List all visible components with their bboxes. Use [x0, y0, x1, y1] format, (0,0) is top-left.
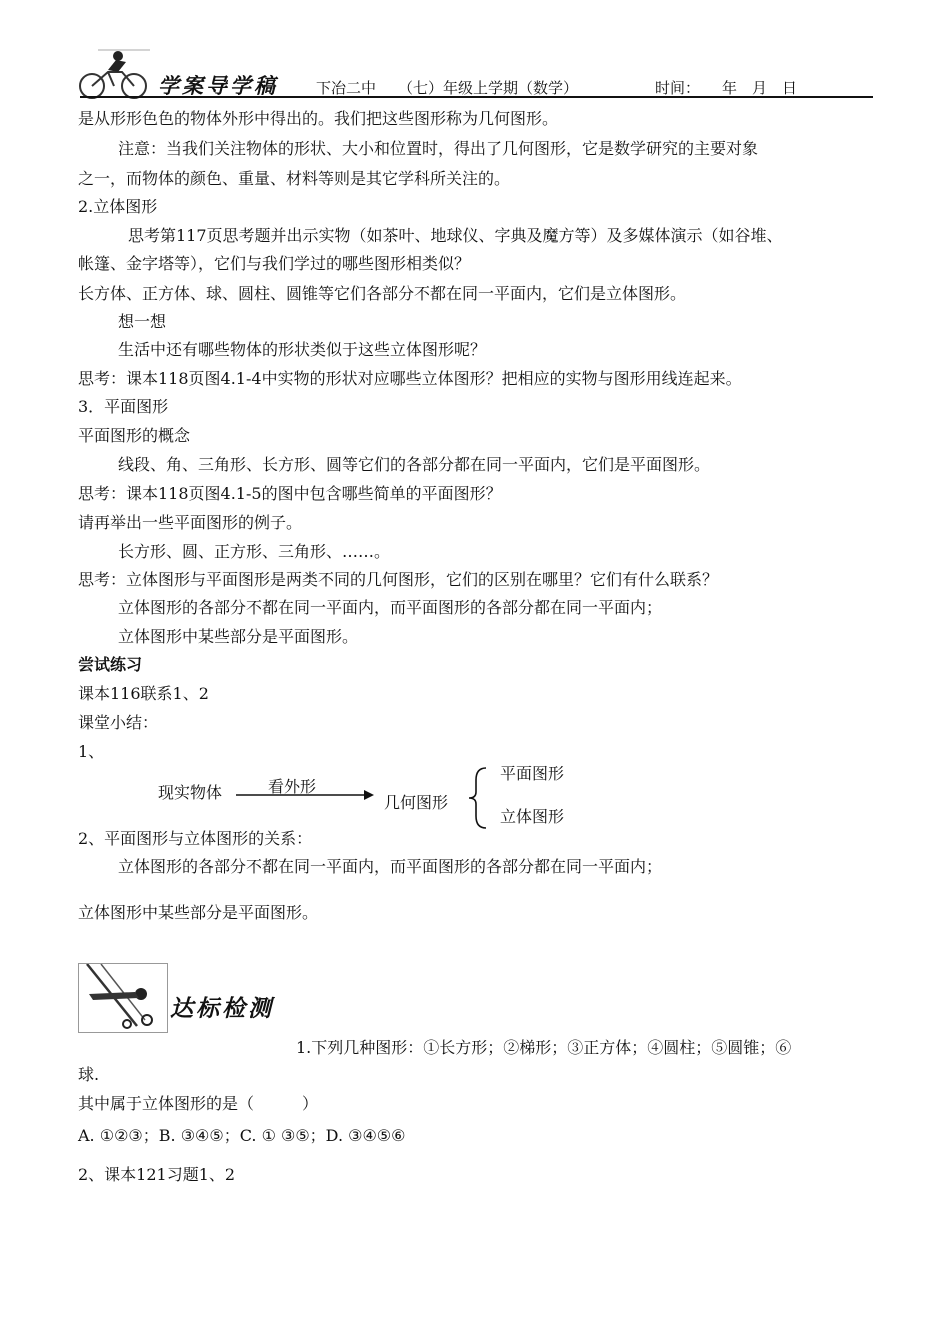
text-line: 立体图形的各部分不都在同一平面内，而平面图形的各部分都在同一平面内；	[118, 598, 663, 617]
cyclist-logo	[78, 48, 152, 100]
text-line: 帐篷、金字塔等），它们与我们学过的哪些图形相类似？	[78, 254, 471, 273]
text-line: 注意：当我们关注物体的形状、大小和位置时，得出了几何图形，它是数学研究的主要对象	[118, 139, 759, 158]
text-line: 线段、角、三角形、长方形、圆等它们的各部分都在同一平面内，它们是平面图形。	[118, 455, 711, 474]
text-line: 思考：课本118页图4.1-5的图中包含哪些简单的平面图形？	[78, 484, 502, 503]
text-line: 立体图形的各部分不都在同一平面内，而平面图形的各部分都在同一平面内；	[118, 857, 663, 876]
text-line: 生活中还有哪些物体的形状类似于这些立体图形呢？	[118, 340, 487, 359]
text-line: 课堂小结：	[78, 713, 159, 732]
text-line: 立体图形中某些部分是平面图形。	[78, 903, 319, 922]
section-heading: 3．平面图形	[78, 397, 169, 416]
diagram-brace	[466, 766, 490, 830]
text-line: 之一，而物体的颜色、重量、材料等则是其它学科所关注的。	[78, 169, 511, 188]
cyclist-icon	[78, 48, 152, 100]
question-2: 2、课本121习题1、2	[78, 1165, 236, 1184]
header-month: 月	[752, 79, 768, 97]
header-time-label: 时间：	[655, 79, 701, 97]
diagram-arrow-label: 看外形	[268, 777, 317, 796]
diagram-arrow	[236, 788, 376, 802]
text-line: 想一想	[118, 312, 167, 331]
question-1-stem: 1.下列几种图形：①长方形；②梯形；③正方体；④圆柱；⑤圆锥；⑥	[296, 1038, 792, 1057]
header-year: 年	[722, 79, 738, 97]
brand-title: 学案导学稿	[158, 73, 278, 98]
text-line: 课本116联系1、2	[78, 684, 209, 703]
text-line: 思考：课本118页图4.1-4中实物的形状对应哪些立体图形？把相应的实物与图形用线连起来。	[78, 369, 742, 388]
test-banner-title: 达标检测	[170, 995, 274, 1022]
question-1-continuation: 球.	[78, 1065, 100, 1084]
section-heading: 2.立体图形	[78, 197, 158, 216]
text-line: 思考第117页思考题并出示实物（如茶叶、地球仪、字典及魔方等）及多媒体演示（如谷堆、	[128, 226, 783, 245]
text-line: 立体图形中某些部分是平面图形。	[118, 627, 359, 646]
text-line: 思考：立体图形与平面图形是两类不同的几何图形，它们的区别在哪里？它们有什么联系？	[78, 570, 719, 589]
question-1-options: A. ①②③；B. ③④⑤；C. ① ③⑤；D. ③④⑤⑥	[78, 1126, 406, 1145]
gymnast-icon	[79, 964, 167, 1032]
diagram-target: 几何图形	[384, 793, 449, 812]
text-line: 请再举出一些平面图形的例子。	[78, 513, 303, 532]
header-grade: （七）年级上学期（数学）	[398, 79, 579, 97]
header-rule	[80, 96, 873, 98]
diagram-source: 现实物体	[158, 783, 223, 802]
diagram-branch-top: 平面图形	[500, 764, 565, 783]
text-line: 长方形、圆、正方形、三角形、……。	[118, 542, 391, 561]
text-line: 是从形形色色的物体外形中得出的。我们把这些图形称为几何图形。	[78, 109, 559, 128]
header-day: 日	[782, 79, 798, 97]
diagram-branch-bottom: 立体图形	[500, 807, 565, 826]
text-line: 2、平面图形与立体图形的关系：	[78, 829, 313, 848]
text-line: 1、	[78, 742, 105, 761]
text-line: 平面图形的概念	[78, 426, 191, 445]
question-1-prompt: 其中属于立体图形的是（ ）	[78, 1094, 319, 1113]
text-line: 长方体、正方体、球、圆柱、圆锥等它们各部分不都在同一平面内，它们是立体图形。	[78, 284, 687, 303]
gymnast-logo	[78, 963, 168, 1033]
section-heading-practice: 尝试练习	[78, 655, 143, 674]
header-school: 下冶二中	[316, 79, 377, 97]
